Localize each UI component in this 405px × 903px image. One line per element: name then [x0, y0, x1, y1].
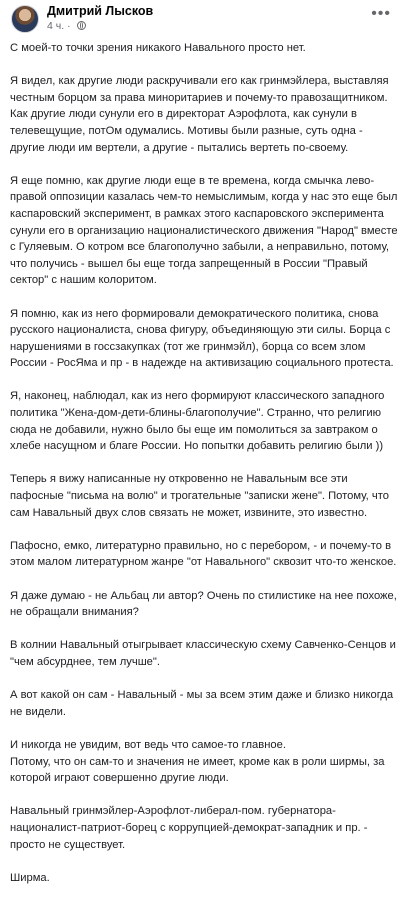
post-paragraph: Я помню, как из него формировали демократического политика, снова русского националиста, снова фигуру, объединяющую эти силы. Борца с нарушениями в госсзакупках (тот же гринмэйл), борца со всем злом России - РосЯма и пр - в надежде на активизацию социального протеста. [10, 307, 394, 370]
post-paragraph: Я, наконец, наблюдал, как из него формируют классического западного политика "Жена-дом-дети-блины-благополучие". Странно, что религию сюда не добавили, нужно было бы еще им помолиться за завтраком о хлебе насущном и благе России. Но попытки добавить религию были )) [10, 390, 385, 453]
author-name[interactable]: Дмитрий Лысков [47, 4, 154, 18]
post-paragraph: Я даже думаю - не Альбац ли автор? Очень по стилистике на нее похоже, не обращали внимания? [10, 589, 397, 619]
post-paragraph: Теперь я вижу написанные ну откровенно не Навальным все эти пафосные "письма на волю" и трогательные "записки жене". Потому, что сам Навальный двух слов связать не может, извините, это известно. [10, 473, 389, 519]
meta-separator: · [67, 20, 71, 32]
ellipsis-icon[interactable]: ••• [371, 5, 391, 22]
post-body [10, 40, 400, 903]
post-paragraph: Пафосно, емко, литературно правильно, но с перебором, - и почему-то в этом малом литературном жанре "от Навального" сквозит что-то женское. [10, 539, 397, 569]
globe-icon [77, 21, 86, 30]
post-meta [47, 20, 86, 32]
post-paragraph: И никогда не увидим, вот ведь что самое-то главное. [10, 738, 286, 751]
post-paragraph: Потому, что он сам-то и значения не имеет, кроме как в роли ширмы, за которой играют совершенно другие люди. [10, 755, 385, 785]
post-paragraph: Я видел, как другие люди раскручивали его как гринмэйлера, выставляя честным борцом за права миноритариев и почему-то правозащитником. Как другие люди сунули его в директорат Аэрофлота, как сунули в телевещущие, потОм одумались. Мотивы были разные, суть одна - другие люди им вертели, а другие - пытались вертеть по-своему. [10, 75, 389, 154]
post-paragraph: Ширма. [10, 871, 50, 884]
post-header [0, 0, 405, 40]
avatar[interactable] [11, 5, 39, 33]
post-paragraph: С моей-то точки зрения никакого Навального просто нет. [10, 42, 306, 54]
post-paragraph: А вот какой он сам - Навальный - мы за всем этим даже и близко никогда не видели. [10, 689, 394, 718]
post-paragraph: В колнии Навальный отыгрывает классическую схему Савченко-Сенцов и "чем абсурднее, тем лучше". [10, 639, 396, 668]
post-time[interactable]: 4 ч. [47, 20, 65, 32]
post-paragraph: Навальный гринмэйлер-Аэрофлот-либерал-пом. губернатора-националист-патриот-борец с коррупцией-демократ-западник и пр. - просто не существует. [10, 805, 368, 851]
post-paragraph: Я еще помню, как другие люди еще в те времена, когда смычка лево-правой оппозиции казалась чем-то немыслимым, когда у нас это еще был каспаровский эксперимент, в рамках этого каспаровского эксперимента сунули его в организацию националистического движения "Народ" вместе с Гуляевым. О котром все благополучно забыли, а неправильно, потому, что получись - вышел бы еще тогда запрещенный в России "Правый сектор" с нашим колоритом. [10, 174, 398, 287]
